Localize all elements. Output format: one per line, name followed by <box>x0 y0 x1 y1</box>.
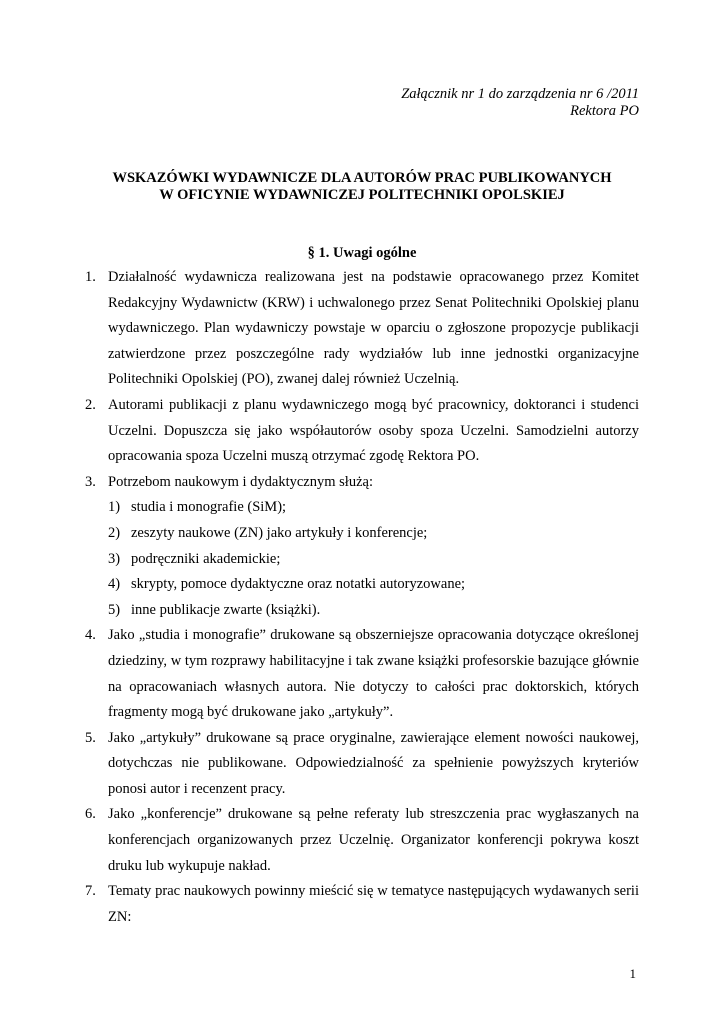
list-item <box>85 623 639 725</box>
list-item-number: 4. <box>85 627 96 644</box>
sub-list-item-text: zeszyty naukowe (ZN) jako artykuły i konferencje; <box>131 524 428 541</box>
sub-list-item-number: 2) <box>108 524 121 541</box>
sub-list-item-text: inne publikacje zwarte (książki). <box>131 601 321 618</box>
page-number: 1 <box>629 966 636 981</box>
list-item <box>85 265 639 393</box>
sub-list-item <box>108 547 639 573</box>
list-item-text: Jako „artykuły” drukowane są prace oryginalne, zawierające element nowości naukowej, dotychczas nie publikowane. Odpowiedzialność za spełnienie powyższych kryteriów ponosi autor i recenzent pracy. <box>108 729 639 797</box>
list-item-text: Autorami publikacji z planu wydawniczego mogą być pracownicy, doktoranci i studenci Uczelni. Dopuszcza się jako współautorów osoby spoza Uczelni. Samodzielni autorzy opracowania spoza Uczelni muszą otrzymać zgodę Rektora PO. <box>108 396 639 465</box>
sub-list-item-number: 5) <box>108 601 121 618</box>
sub-list-item-number: 1) <box>108 499 121 516</box>
list-item-text: Działalność wydawnicza realizowana jest na podstawie opracowanego przez Komitet Redakcyjny Wydawnictw (KRW) i uchwalonego przez Senat Politechniki Opolskiej planu wydawniczego. Plan wydawniczy powstaje w oparciu o zgłoszone propozycje publikacji zatwierdzone przez poszczególne rady wydziałów lub inne jednostki organizacyjne Politechniki Opolskiej (PO), zwanej dalej również Uczelnią. <box>108 269 639 388</box>
list-item <box>85 470 639 624</box>
list-item <box>85 802 639 879</box>
list-item-number: 2. <box>85 396 96 413</box>
sub-list-item <box>108 572 639 598</box>
list-item-text: Jako „studia i monografie” drukowane są obszerniejsze opracowania dotyczące określonej dziedziny, w tym rozprawy habilitacyjne i tak zwane książki profesorskie bazujące głównie na opracowaniach własnych autora. Nie dotyczy to całości prac doktorskich, których fragmenty mogą być drukowane jako „artykuły”. <box>108 627 639 721</box>
document-body <box>85 265 639 930</box>
sub-list-item-number: 4) <box>108 576 121 593</box>
list-item-number: 3. <box>85 473 96 490</box>
title-line-2: W OFICYNIE WYDAWNICZEJ POLITECHNIKI OPOLSKIEJ <box>159 187 565 203</box>
section-heading: § 1. Uwagi ogólne <box>307 245 417 261</box>
sub-list-item-text: skrypty, pomoce dydaktyczne oraz notatki autoryzowane; <box>131 576 466 593</box>
sub-list-item <box>108 598 639 624</box>
list-item-number: 7. <box>85 883 96 900</box>
list-item <box>85 879 639 930</box>
list-item <box>85 726 639 803</box>
list-item-number: 5. <box>85 729 96 746</box>
annex-reference <box>401 86 639 120</box>
list-item-number: 6. <box>85 806 96 823</box>
sub-list-item <box>108 495 639 521</box>
sub-list-item-text: podręczniki akademickie; <box>131 550 281 567</box>
list-item-text: Jako „konferencje” drukowane są pełne referaty lub streszczenia prac wygłaszanych na konferencjach organizowanych przez Uczelnię. Organizator konferencji pokrywa koszt druku lub wykupuje nakład. <box>108 806 639 874</box>
annex-line-2: Rektora PO <box>570 103 639 119</box>
document-title <box>0 170 724 204</box>
list-item <box>85 393 639 470</box>
annex-line-1: Załącznik nr 1 do zarządzenia nr 6 /2011 <box>401 86 639 102</box>
sub-list-item <box>108 521 639 547</box>
title-line-1: WSKAZÓWKI WYDAWNICZE DLA AUTORÓW PRAC PUBLIKOWANYCH <box>112 170 612 186</box>
list-item-text: Tematy prac naukowych powinny mieścić się w tematyce następujących wydawanych serii ZN: <box>108 883 639 925</box>
sub-list-item-text: studia i monografie (SiM); <box>131 499 287 516</box>
list-item-number: 1. <box>85 269 96 285</box>
sub-list-item-number: 3) <box>108 550 121 567</box>
list-item-text: Potrzebom naukowym i dydaktycznym służą: <box>108 473 373 490</box>
